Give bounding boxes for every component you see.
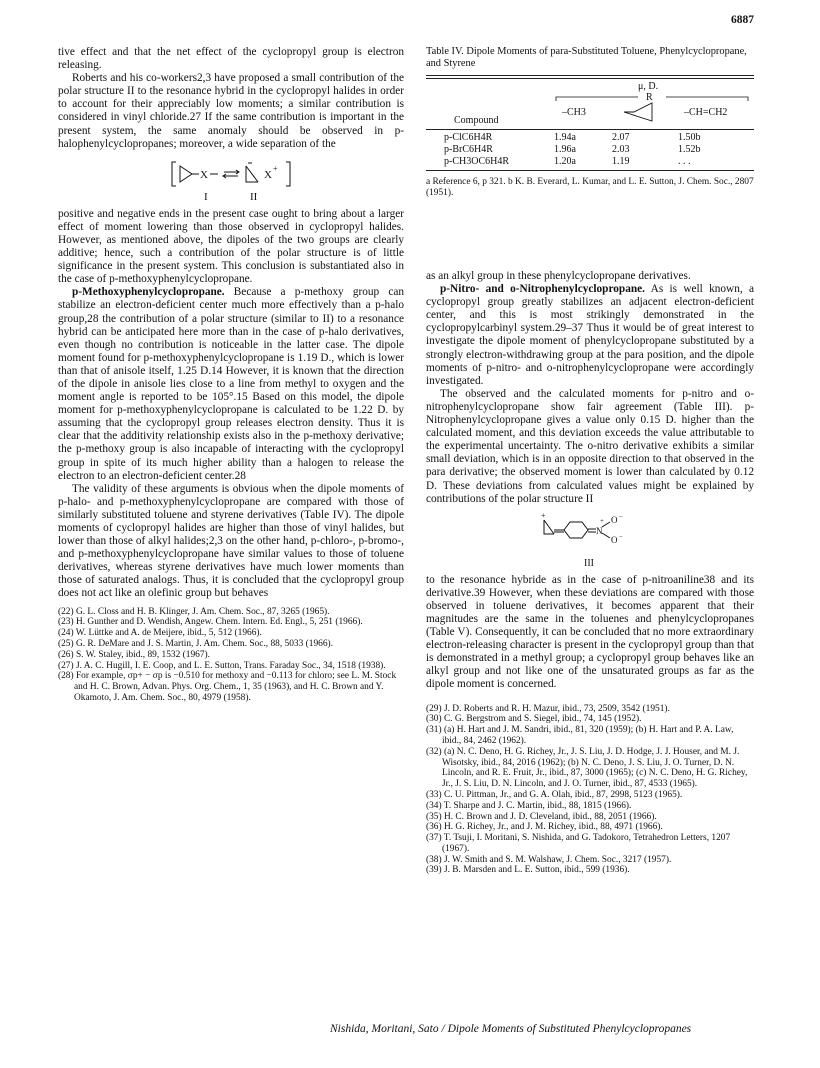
table-row: p-ClC6H4R 1.94a 2.07 1.50b (444, 132, 701, 144)
reference: (31) (a) H. Hart and J. M. Sandri, ibid., 81, 320 (1959); (b) H. Hart and P. A. Law, ibid., 84, 2462 (1962). (426, 725, 734, 746)
structure-label-iii: III (584, 557, 594, 569)
paragraph: as an alkyl group in these phenylcyclopropane derivatives. (426, 270, 691, 282)
svg-text:N: N (596, 525, 603, 536)
section-heading: p-Methoxyphenylcyclopropane. (72, 286, 225, 299)
structure-iii-figure (426, 510, 754, 570)
svg-text:X: X (200, 168, 208, 181)
svg-text:X: X (264, 168, 272, 181)
reference: (22) G. L. Closs and H. B. Klinger, J. Am. Chem. Soc., 87, 3265 (1965). (58, 606, 330, 617)
structure-label-i: I (204, 190, 208, 203)
references-left (58, 607, 404, 704)
reference: (27) J. A. C. Hugill, I. E. Coop, and L. E. Sutton, Trans. Faraday Soc., 34, 1518 (1938). (58, 660, 386, 671)
table-header (426, 79, 754, 129)
reference: (34) T. Sharpe and J. C. Martin, ibid., 88, 1815 (1966). (426, 800, 632, 811)
page-number: 6887 (731, 14, 754, 26)
paragraph: tive effect and that the net effect of the cyclopropyl group is electron releasing. (58, 46, 404, 72)
paragraph: The observed and the calculated moments for p-nitro and o-nitrophenylcyclopropane show fair agreement (Table III). p-Nitrophenylcyclopropane gives a value only 0.15 D. higher than the calculated moment, and this deviation exceeds the value attributable to the experimental uncertainty. The o-nitro derivative exhibits a similar small deviation, which is in an opposite direction to that observed in the para derivative; the observed moment is lower than calculated by 0.12 D. These deviations from calculated values might be explained by contributions of the polar structure II (426, 387, 754, 505)
reference: (36) H. G. Richey, Jr., and J. M. Richey, ibid., 88, 4971 (1966). (426, 822, 663, 833)
compound-header: Compound (454, 115, 499, 127)
col-header-vinyl: –CH=CH2 (684, 107, 728, 119)
svg-text:O: O (611, 534, 618, 545)
svg-text:−: − (619, 512, 623, 521)
reference: (39) J. B. Marsden and L. E. Sutton, ibid., 599 (1936). (426, 865, 630, 876)
table-rule-bottom (426, 170, 754, 171)
unit-header: μ, D. (638, 81, 659, 93)
svg-text:+: + (273, 163, 278, 173)
reference: (29) J. D. Roberts and R. H. Mazur, ibid., 73, 2509, 3542 (1951). (426, 703, 670, 714)
paragraph: to the resonance hybride as in the case of p-nitroaniline38 and its derivative.39 However, when these deviations are compared with those observed in toluene derivatives, it becomes apparent that their magnitudes are the same in the toluenes and phenylcyclopropanes (Table V). Consequently, it can be concluded that no more extraordinary electron-releasing character is present in the cyclopropyl group than that is demonstrated in a methyl group; a cyclopropyl group behaves like an alkyl group and not like one of the unsaturated groups as far as the dipole moment is concerned. (426, 573, 754, 691)
table-footnote: a Reference 6, p 321. b K. B. Everard, L. Kumar, and L. E. Sutton, J. Chem. Soc., 2807 (1951). (426, 177, 754, 199)
reference: (32) (a) N. C. Deno, H. G. Richey, Jr., J. S. Liu, J. D. Hodge, J. J. Houser, and M. J. Wisotsky, ibid., 84, 2016 (1962); (b) N. C. Deno, J. S. Liu, J. O. Turner, D. N. Lincoln, and R. E. Fruit, Jr., ibid., 87, 3000 (1965); (c) N. C. Deno, H. G. Richey, Jr., J. S. Liu, D. N. Lincoln, and J. O. Turner, ibid., 87, 4533 (1965). (426, 746, 748, 790)
table-row: p-CH3OC6H4R 1.20a 1.19 . . . (444, 156, 691, 168)
svg-text:O: O (611, 514, 618, 525)
references-right (426, 704, 754, 877)
table-rule-top (426, 75, 754, 76)
structures-i-ii-diagram (166, 156, 296, 204)
right-column (426, 270, 754, 876)
svg-text:−: − (619, 532, 623, 541)
resonance-structures-figure (58, 155, 404, 205)
col-header-ch3: –CH3 (562, 107, 586, 119)
left-column (58, 46, 404, 704)
section-heading: p-Nitro- and o-Nitrophenylcyclopropane. (440, 283, 645, 296)
structure-iii-diagram (540, 510, 640, 570)
paragraph: positive and negative ends in the present case ought to bring about a larger effect of moment lowering than those observed in cyclopropyl halides. However, as mentioned above, the dipoles of the two groups are clearly additive; hence, such a contribution of the polar structure is of little significance in the present system. This conclusion is substantiated also in the case of p-methoxyphenylcyclopropane. (58, 207, 404, 286)
paragraph: The validity of these arguments is obvious when the dipole moments of p-halo- and p-methoxyphenylcyclopropane are compared with those of similarly substituted toluene and styrene derivatives (Table IV). The dipole moments of cyclopropyl halides are higher than those of vinyl halides, but lower than those of alkyl halides;2,3 on the other hand, p-chloro-, p-bromo-, and p-methoxyphenylcyclopropane have similar values to those of toluene derivatives, whereas styrene derivatives have much lower moments than those of saturated analogs. Thus, it is concluded that the cyclopropyl group does not act like an olefinic group but behaves (58, 482, 404, 600)
reference: (23) H. Gunther and D. Wendish, Angew. Chem. Intern. Ed. Engl., 5, 251 (1966). (58, 617, 363, 628)
svg-text:+: + (541, 510, 546, 520)
paragraph: p-Nitro- and o-Nitrophenylcyclopropane. As is well known, a cyclopropyl group greatly stabilizes an adjacent electron-deficient center, and this is most strikingly demonstrated in the cyclopropylcarbinyl system.29–37 Thus it would be of great interest to investigate the dipole moment of phenylcyclopropane substituted by a strongly electron-withdrawing group at the para position, and the dipole moments of p-nitro- and o-nitrophenylcyclopropane were accordingly investigated. (426, 283, 754, 387)
paragraph: Roberts and his co-workers2,3 have proposed a small contribution of the polar structure II to the resonance hybrid in the cyclopropyl halides in order to account for their appreciably low moments; a similar contribution is considered in vinyl chloride.27 If the same contribution is important in the present system, the same anomaly should be observed in p-halophenylcyclopropanes; moreover, a wide separation of the (58, 72, 404, 150)
reference: (33) C. U. Pittman, Jr., and G. A. Olah, ibid., 87, 2998, 5123 (1965). (426, 789, 683, 800)
table-iv (426, 46, 754, 199)
reference: (38) J. W. Smith and S. M. Walshaw, J. Chem. Soc., 3217 (1957). (426, 854, 672, 865)
reference: (26) S. W. Staley, ibid., 89, 1532 (1967). (58, 649, 210, 660)
reference: (30) C. G. Bergstrom and S. Siegel, ibid., 74, 145 (1952). (426, 714, 642, 725)
structure-label-ii: II (250, 190, 258, 203)
svg-text:+: + (600, 516, 604, 525)
reference: (37) T. Tsuji, I. Moritani, S. Nishida, and G. Tadokoro, Tetrahedron Letters, 1207 (1967). (426, 833, 731, 854)
r-header: R (646, 92, 653, 104)
paragraph: p-Methoxyphenylcyclopropane. Because a p-methoxy group can stabilize an electron-deficient center much more effectively than a p-halo group,28 the contribution of a polar structure (similar to II) to a resonance hybrid can be anticipated here more than in the case of p-halo derivatives, even though no contribution is noticeable in the latter case. The dipole moment found for p-methoxyphenylcyclopropane is 1.19 D., which is lower than that of anisole itself, 1.25 D.14 However, it is known that the direction of the dipole in anisole lies close to a line from methyl to oxygen and the moment angle is reported to be 105°.15 Based on this model, the dipole moment for p-methoxyphenylcyclopropane is calculated to be 1.22 D. by assuming that the cyclopropyl group releases electron density. Thus it is clear that the additivity relationship exists also in the p-methoxy derivative; the p-methoxy group is also incapable of interacting with the cyclopropyl group in spite of its much higher ability than a halogen to release the electron to an electron-deficient center.28 (58, 286, 404, 482)
cyclopropyl-icon (622, 101, 656, 123)
reference: (25) G. R. DeMare and J. S. Martin, J. Am. Chem. Soc., 88, 5033 (1966). (58, 638, 333, 649)
reference: (28) For example, σp+ − σp is −0.510 for methoxy and −0.113 for chloro; see L. M. Stock and H. C. Brown, Advan. Phys. Org. Chem., 1, 35 (1963), and H. C. Brown and Y. Okamoto, J. Am. Chem. Soc., 80, 4979 (1958). (58, 671, 397, 703)
reference: (24) W. Lüttke and A. de Meijere, ibid., 5, 512 (1966). (58, 628, 262, 639)
table-row: p-BrC6H4R 1.96a 2.03 1.52b (444, 144, 701, 156)
reference: (35) H. C. Brown and J. D. Cleveland, ibid., 88, 2051 (1966). (426, 811, 657, 822)
running-footer: Nishida, Moritani, Sato / Dipole Moments of Substituted Phenylcyclopropanes (330, 1023, 692, 1035)
table-caption: Table IV. Dipole Moments of para-Substituted Toluene, Phenylcyclopropane, and Styrene (426, 46, 747, 70)
